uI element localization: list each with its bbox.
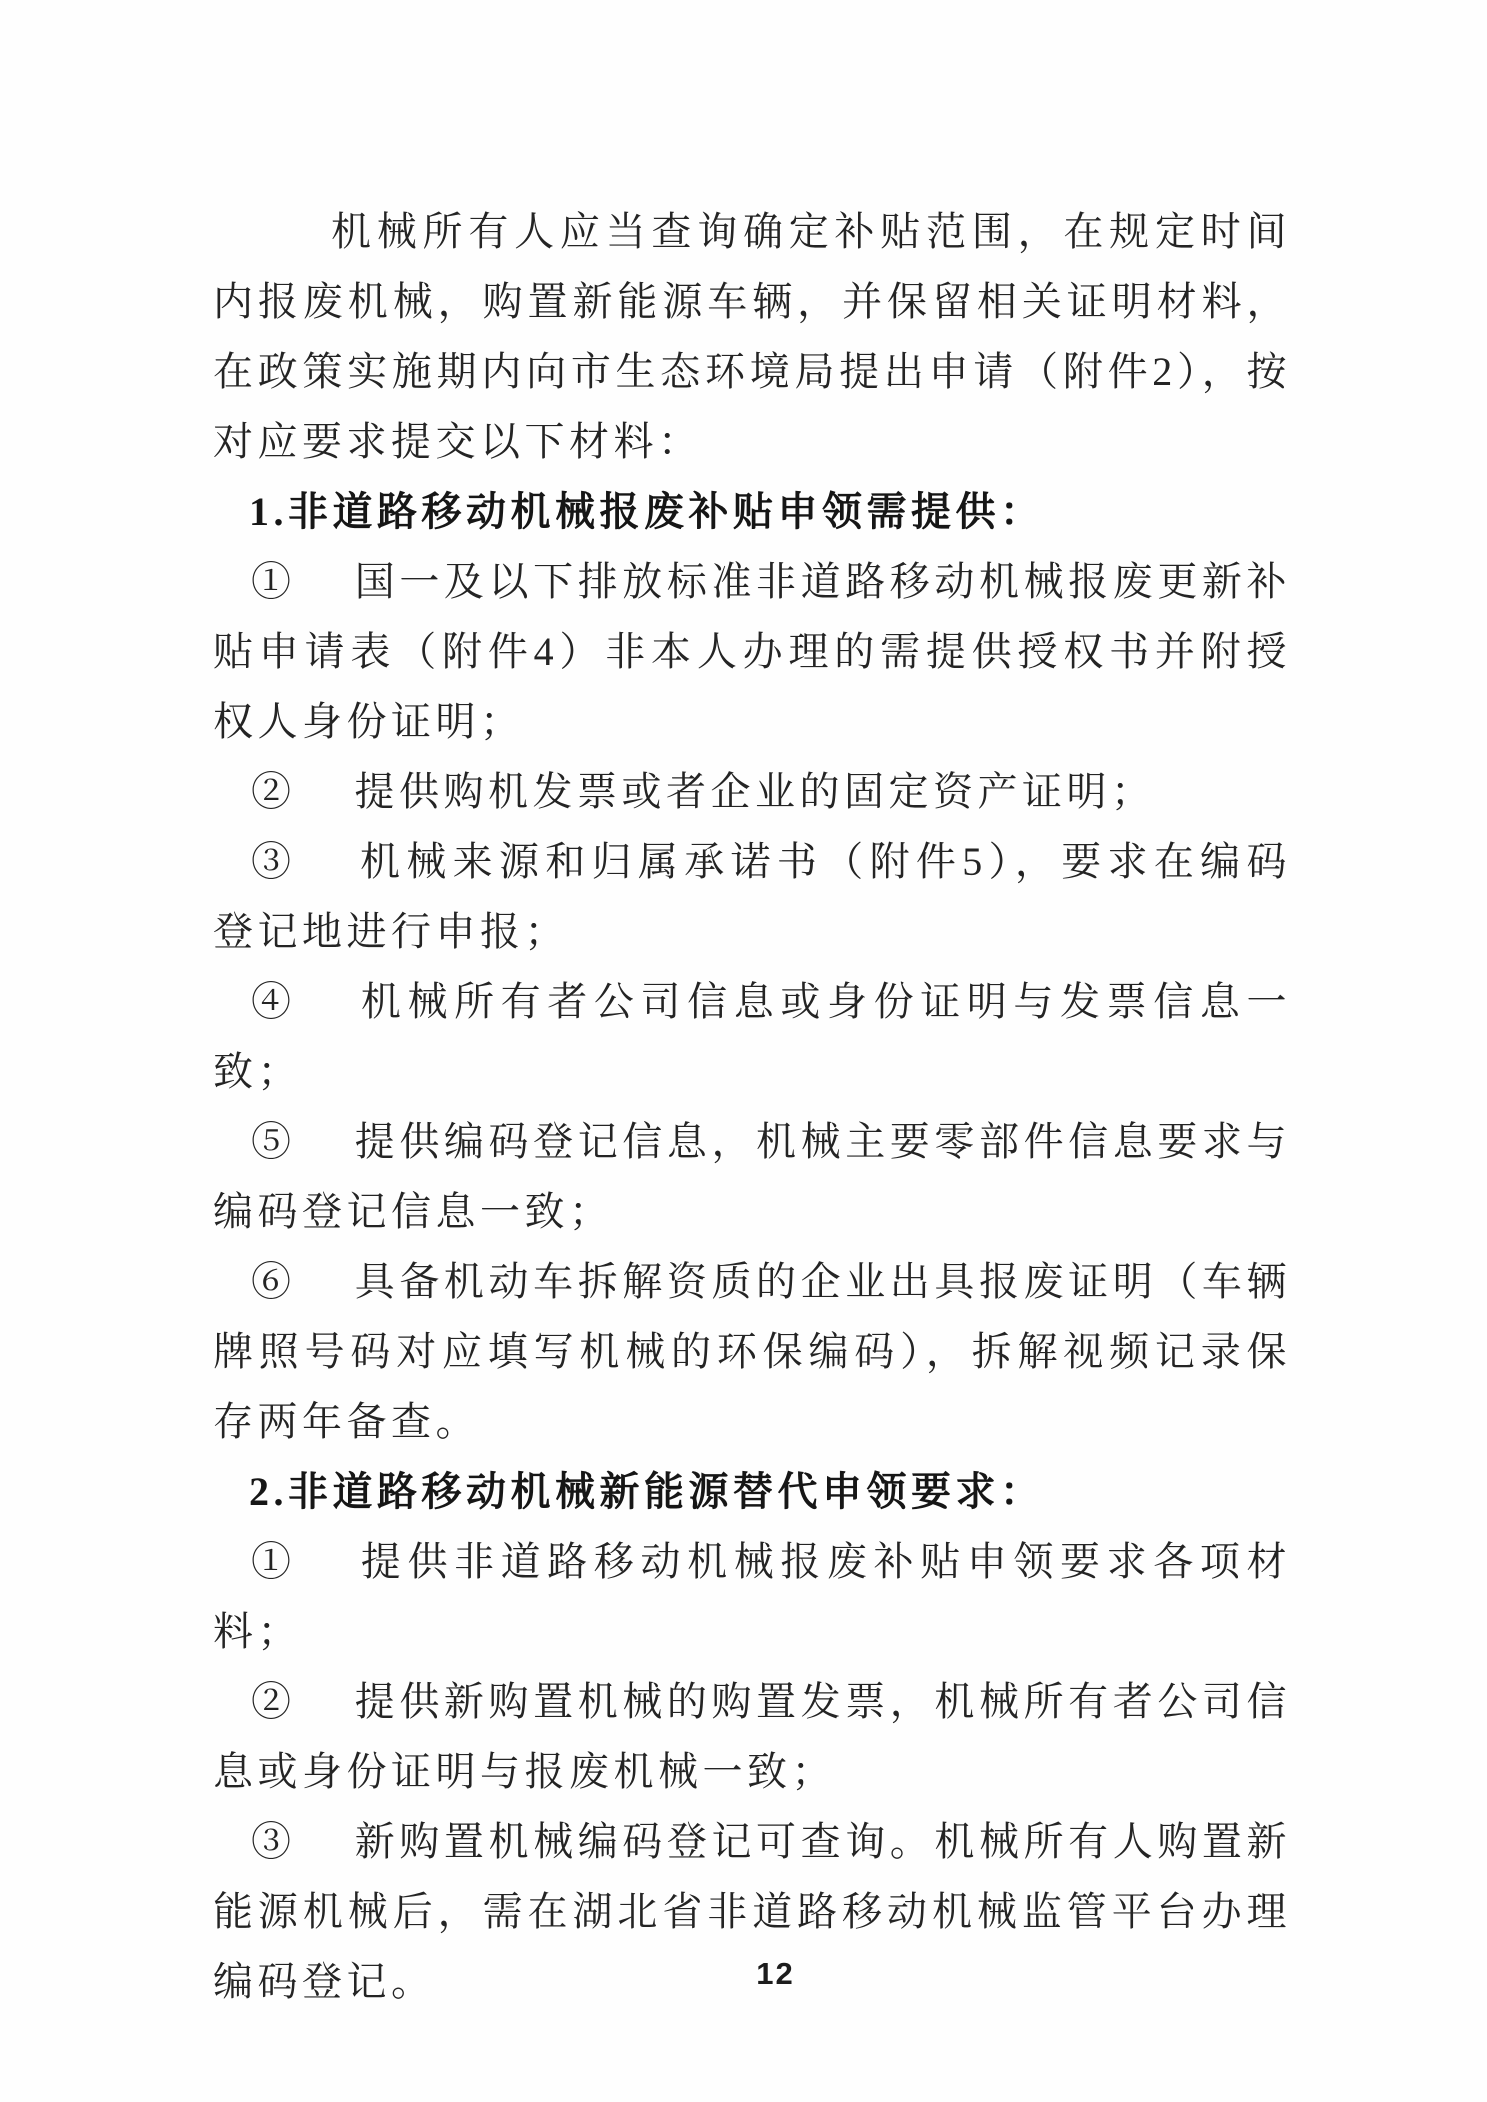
document-body <box>213 197 1291 2017</box>
section-1-item-4: ④ 机械所有者公司信息或身份证明与发票信息一致； <box>213 979 1291 1094</box>
section-1-item-1: ① 国一及以下排放标准非道路移动机械报废更新补贴申请表（附件4）非本人办理的需提供授权书并附授权人身份证明； <box>213 559 1291 744</box>
section-1-item-5: ⑤ 提供编码登记信息，机械主要零部件信息要求与编码登记信息一致； <box>213 1119 1291 1234</box>
section-1-item-6: ⑥ 具备机动车拆解资质的企业出具报废证明（车辆牌照号码对应填写机械的环保编码），拆解视频记录保存两年备查。 <box>213 1259 1291 1444</box>
section-2-item-1: ① 提供非道路移动机械报废补贴申领要求各项材料； <box>213 1539 1291 1654</box>
section-2-heading: 2.非道路移动机械新能源替代申领要求： <box>249 1469 1045 1514</box>
section-1-item-2: ② 提供购机发票或者企业的固定资产证明； <box>251 769 1156 814</box>
intro-paragraph: 机械所有人应当查询确定补贴范围，在规定时间内报废机械，购置新能源车辆，并保留相关证明材料，在政策实施期内向市生态环境局提出申请（附件2），按对应要求提交以下材料： <box>213 209 1291 464</box>
section-1-item-3: ③ 机械来源和归属承诺书（附件5），要求在编码登记地进行申报； <box>213 839 1291 954</box>
section-1-heading: 1.非道路移动机械报废补贴申领需提供： <box>249 489 1045 534</box>
section-2-item-2: ② 提供新购置机械的购置发票，机械所有者公司信息或身份证明与报废机械一致； <box>213 1679 1291 1794</box>
page-number: 12 <box>756 1956 795 1991</box>
section-2-item-3: ③ 新购置机械编码登记可查询。机械所有人购置新能源机械后，需在湖北省非道路移动机械监管平台办理编码登记。 <box>213 1819 1291 2004</box>
